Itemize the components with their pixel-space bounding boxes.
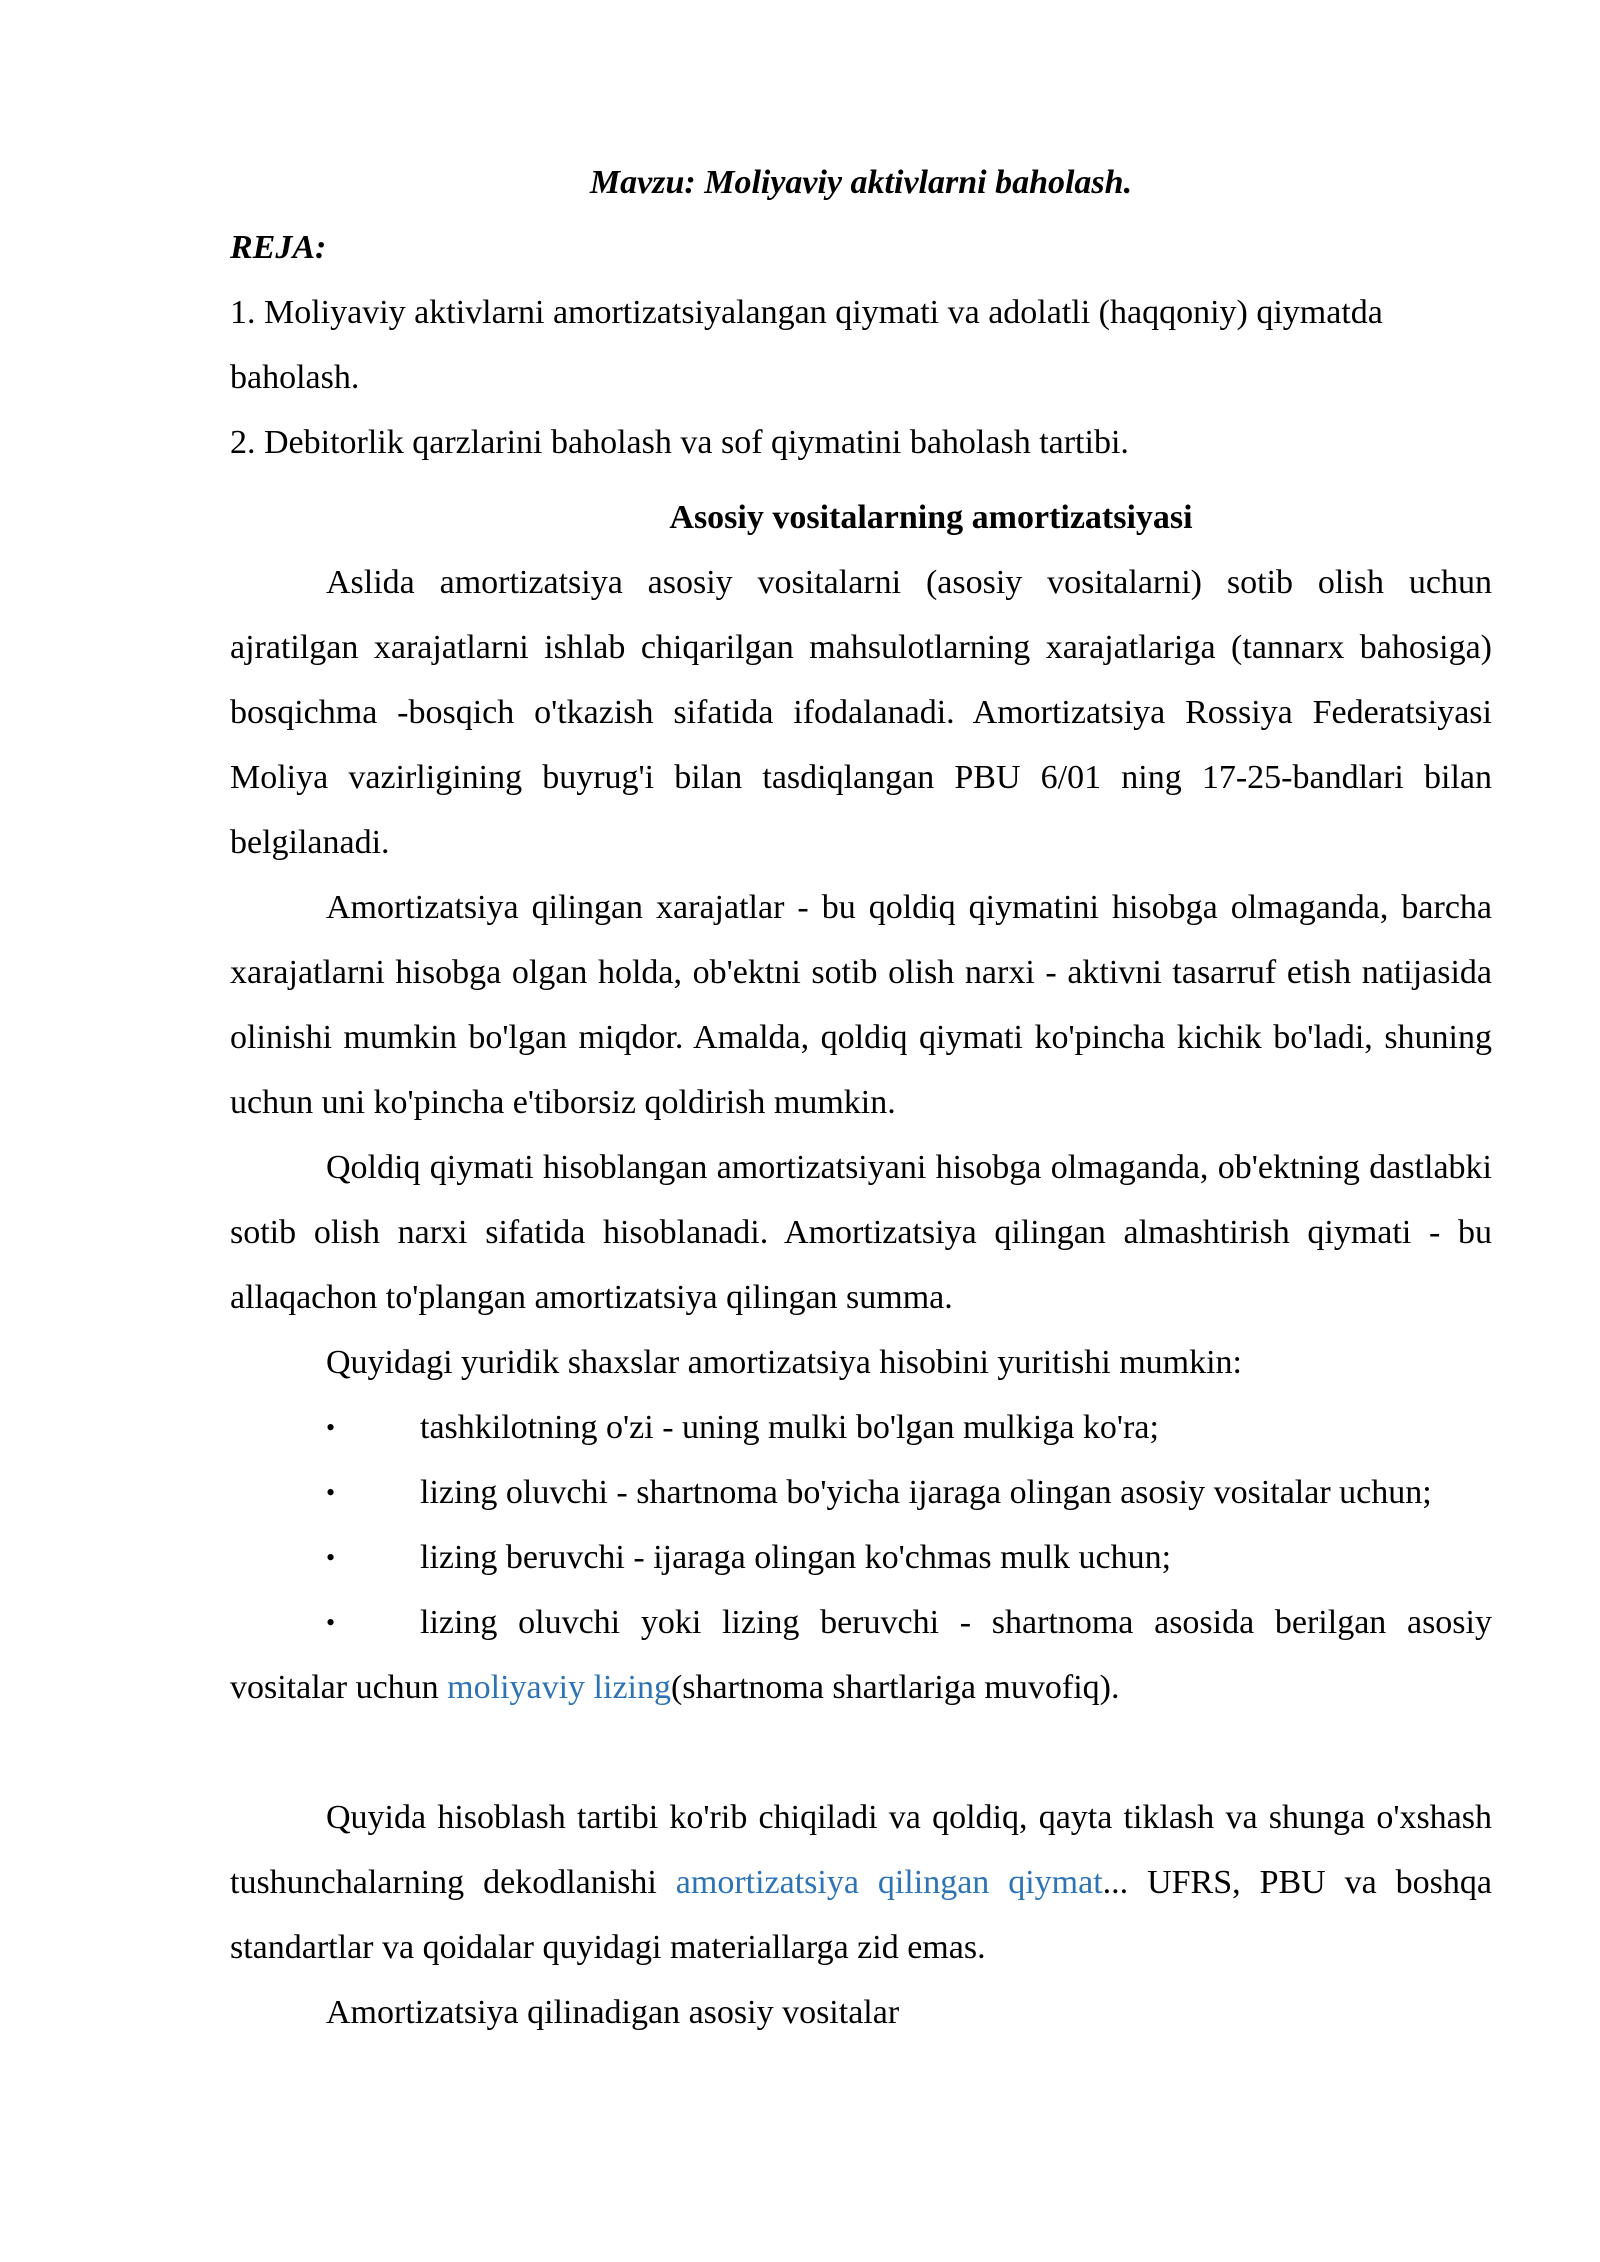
bullet-icon: • bbox=[326, 1608, 336, 1637]
depreciated-value-link[interactable]: amortizatsiya qilingan qiymat bbox=[675, 1864, 1103, 1901]
list-item bbox=[230, 1525, 1492, 1590]
plan-label: REJA: bbox=[230, 229, 327, 266]
plan-item-2: 2. Debitorlik qarzlarini baholash va sof qiymatini baholash tartibi. bbox=[230, 424, 1129, 461]
list-item-text-after: (shartnoma shartlariga muvofiq). bbox=[670, 1669, 1120, 1706]
document-page bbox=[230, 150, 1492, 2045]
bullet-icon: • bbox=[326, 1478, 336, 1507]
paragraph-legal-entities-intro: Quyidagi yuridik shaxslar amortizatsiya hisobini yuritishi mumkin: bbox=[326, 1344, 1243, 1381]
financial-leasing-link[interactable]: moliyaviy lizing bbox=[447, 1669, 671, 1706]
list-item bbox=[230, 1395, 1492, 1460]
document-title: Mavzu: Moliyaviy aktivlarni baholash. bbox=[589, 164, 1133, 201]
list-item-text: tashkilotning o'zi - uning mulki bo'lgan mulkiga ko'ra; bbox=[420, 1409, 1159, 1446]
bullet-icon: • bbox=[326, 1543, 336, 1572]
list-item-text: lizing beruvchi - ijaraga olingan ko'chmas mulk uchun; bbox=[420, 1539, 1172, 1576]
section-heading: Asosiy vositalarning amortizatsiyasi bbox=[669, 499, 1193, 536]
blank-line bbox=[230, 1720, 1492, 1785]
paragraph-depreciation-definition: Aslida amortizatsiya asosiy vositalarni (asosiy vositalarni) sotib olish uchun ajratilgan xarajatlarni ishlab chiqarilgan mahsulotlarning xarajatlariga (tannarx bahosiga) bosqichma -bosqich o'tkazish sifatida ifodalanadi. Amortizatsiya Rossiya Federatsiyasi Moliya vazirligining buyrug'i bilan tasdiqlangan PBU 6/01 ning 17-25-bandlari bilan belgilanadi. bbox=[230, 564, 1492, 861]
paragraph-depreciated-cost: Amortizatsiya qilingan xarajatlar - bu qoldiq qiymatini hisobga olmaganda, barcha xarajatlarni hisobga olgan holda, ob'ektni sotib olish narxi - aktivni tasarruf etish natijasida olinishi mumkin bo'lgan miqdor. Amalda, qoldiq qiymati ko'pincha kichik bo'ladi, shuning uchun uni ko'pincha e'tiborsiz qoldirish mumkin. bbox=[230, 889, 1492, 1121]
plan-item-1: 1. Moliyaviy aktivlarni amortizatsiyalangan qiymati va adolatli (haqqoniy) qiymatda baholash. bbox=[230, 294, 1383, 396]
paragraph-calculation-procedure bbox=[230, 1785, 1492, 1980]
bullet-icon: • bbox=[326, 1413, 336, 1442]
paragraph-text-after: ... UFRS, PBU va boshqa standartlar va qoidalar quyidagi materiallarga zid emas. bbox=[230, 1864, 1492, 1966]
list-item-text: lizing oluvchi - shartnoma bo'yicha ijaraga olingan asosiy vositalar uchun; bbox=[420, 1474, 1432, 1511]
paragraph-residual-value: Qoldiq qiymati hisoblangan amortizatsiyani hisobga olmaganda, ob'ektning dastlabki sotib olish narxi sifatida hisoblanadi. Amortizatsiya qilingan almashtirish qiymati - bu allaqachon to'plangan amortizatsiya qilingan summa. bbox=[230, 1149, 1492, 1316]
paragraph-depreciable-assets: Amortizatsiya qilinadigan asosiy vositalar bbox=[326, 1994, 900, 2031]
list-item-text: lizing oluvchi yoki lizing beruvchi - shartnoma asosida berilgan asosiy vositalar uchun bbox=[230, 1604, 1492, 1706]
list-item bbox=[230, 1590, 1492, 1720]
paragraph-text: Quyida hisoblash tartibi ko'rib chiqiladi va qoldiq, qayta tiklash va shunga o'xshash tushunchalarning dekodlanishi bbox=[230, 1799, 1492, 1901]
list-item bbox=[230, 1460, 1492, 1525]
